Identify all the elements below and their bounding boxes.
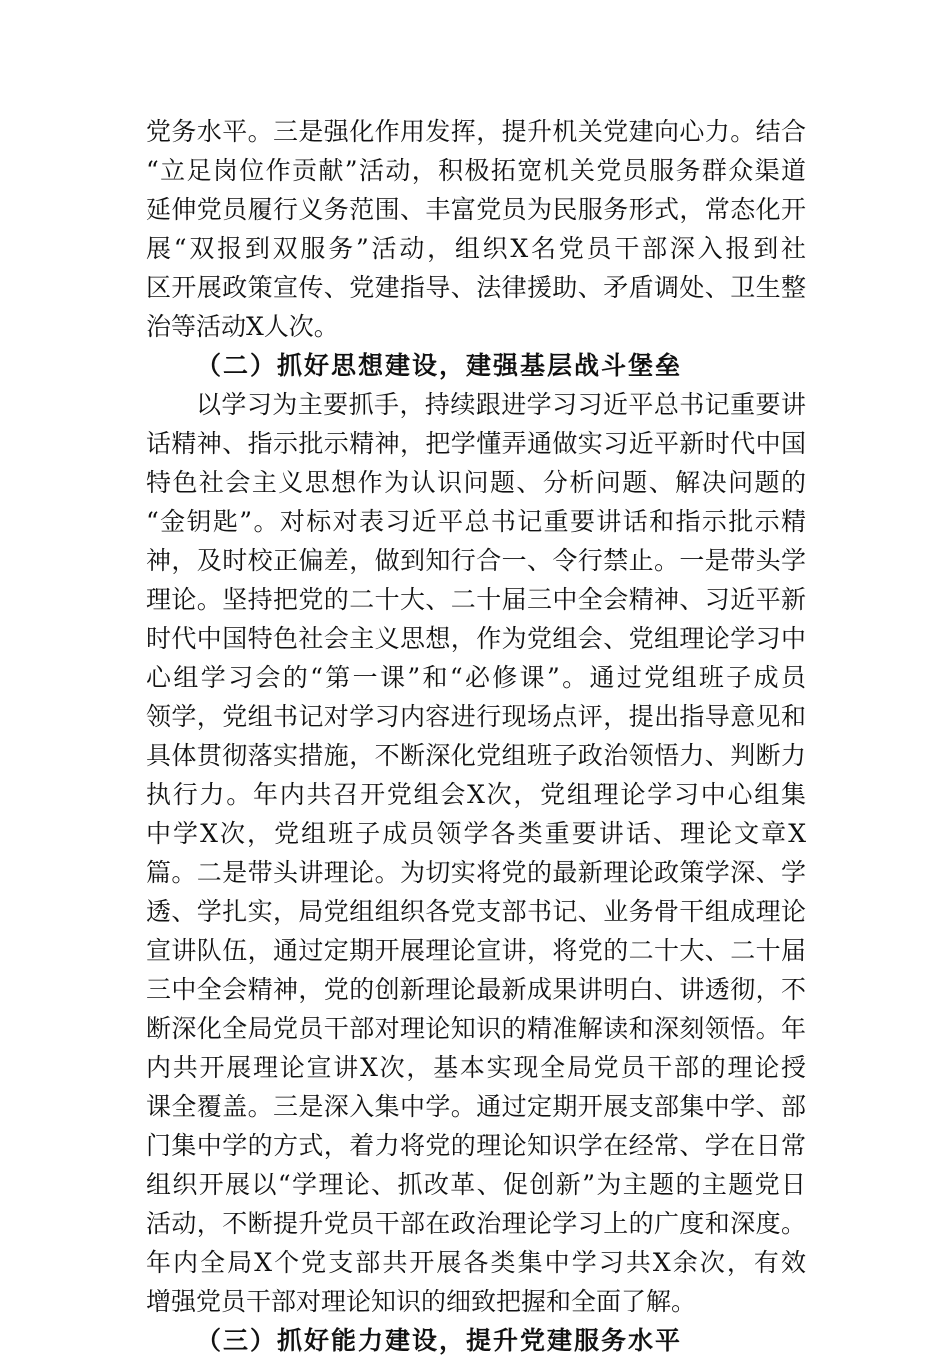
paragraph-line: 中学X次，党组班子成员领学各类重要讲话、理论文章X xyxy=(146,819,806,848)
paragraph-line: 时代中国特色社会主义思想，作为党组会、党组理论学习中 xyxy=(146,624,806,653)
paragraph-line: 篇。二是带头讲理论。为切实将党的最新理论政策学深、学 xyxy=(146,858,806,887)
paragraph-line: 心组学习会的“第一课”和“必修课”。通过党组班子成员 xyxy=(146,663,806,692)
paragraph-line: 组织开展以“学理论、抓改革、促创新”为主题的主题党日 xyxy=(146,1170,806,1199)
paragraph-line: 党务水平。三是强化作用发挥，提升机关党建向心力。结合 xyxy=(146,117,806,146)
paragraph-line: 门集中学的方式，着力将党的理论知识学在经常、学在日常 xyxy=(146,1131,806,1160)
paragraph-line: 领学，党组书记对学习内容进行现场点评，提出指导意见和 xyxy=(146,702,806,731)
paragraph-line: 课全覆盖。三是深入集中学。通过定期开展支部集中学、部 xyxy=(146,1092,806,1121)
paragraph-line: 以学习为主要抓手，持续跟进学习习近平总书记重要讲 xyxy=(196,390,806,419)
paragraph-line: “金钥匙”。对标对表习近平总书记重要讲话和指示批示精 xyxy=(146,507,806,536)
paragraph-line: 执行力。年内共召开党组会X次，党组理论学习中心组集 xyxy=(146,780,806,809)
paragraph-line: 活动，不断提升党员干部在政治理论学习上的广度和深度。 xyxy=(146,1209,806,1238)
paragraph-line: 展“双报到双服务”活动，组织X名党员干部深入报到社 xyxy=(146,234,806,263)
paragraph-line: “立足岗位作贡献”活动，积极拓宽机关党员服务群众渠道 xyxy=(146,156,806,185)
section-heading: （二）抓好思想建设，建强基层战斗堡垒 xyxy=(196,351,683,380)
paragraph-line: 神，及时校正偏差，做到知行合一、令行禁止。一是带头学 xyxy=(146,546,806,575)
paragraph-line: 内共开展理论宣讲X次，基本实现全局党员干部的理论授 xyxy=(146,1053,806,1082)
paragraph-line: 特色社会主义思想作为认识问题、分析问题、解决问题的 xyxy=(146,468,806,497)
paragraph-line: 理论。坚持把党的二十大、二十届三中全会精神、习近平新 xyxy=(146,585,806,614)
paragraph-line: 透、学扎实，局党组组织各党支部书记、业务骨干组成理论 xyxy=(146,897,806,926)
paragraph-line: 话精神、指示批示精神，把学懂弄通做实习近平新时代中国 xyxy=(146,429,806,458)
paragraph-line: 增强党员干部对理论知识的细致把握和全面了解。 xyxy=(146,1287,697,1316)
paragraph-line: 区开展政策宣传、党建指导、法律援助、矛盾调处、卫生整 xyxy=(146,273,806,302)
paragraph-line: 断深化全局党员干部对理论知识的精准解读和深刻领悟。年 xyxy=(146,1014,806,1043)
paragraph-line: 具体贯彻落实措施，不断深化党组班子政治领悟力、判断力 xyxy=(146,741,806,770)
paragraph-line: 宣讲队伍，通过定期开展理论宣讲，将党的二十大、二十届 xyxy=(146,936,806,965)
section-heading: （三）抓好能力建设，提升党建服务水平 xyxy=(196,1326,683,1355)
paragraph-line: 治等活动X人次。 xyxy=(146,312,339,341)
paragraph-line: 延伸党员履行义务范围、丰富党员为民服务形式，常态化开 xyxy=(146,195,806,224)
paragraph-line: 年内全局X个党支部共开展各类集中学习共X余次，有效 xyxy=(146,1248,806,1277)
paragraph-line: 三中全会精神，党的创新理论最新成果讲明白、讲透彻，不 xyxy=(146,975,806,1004)
